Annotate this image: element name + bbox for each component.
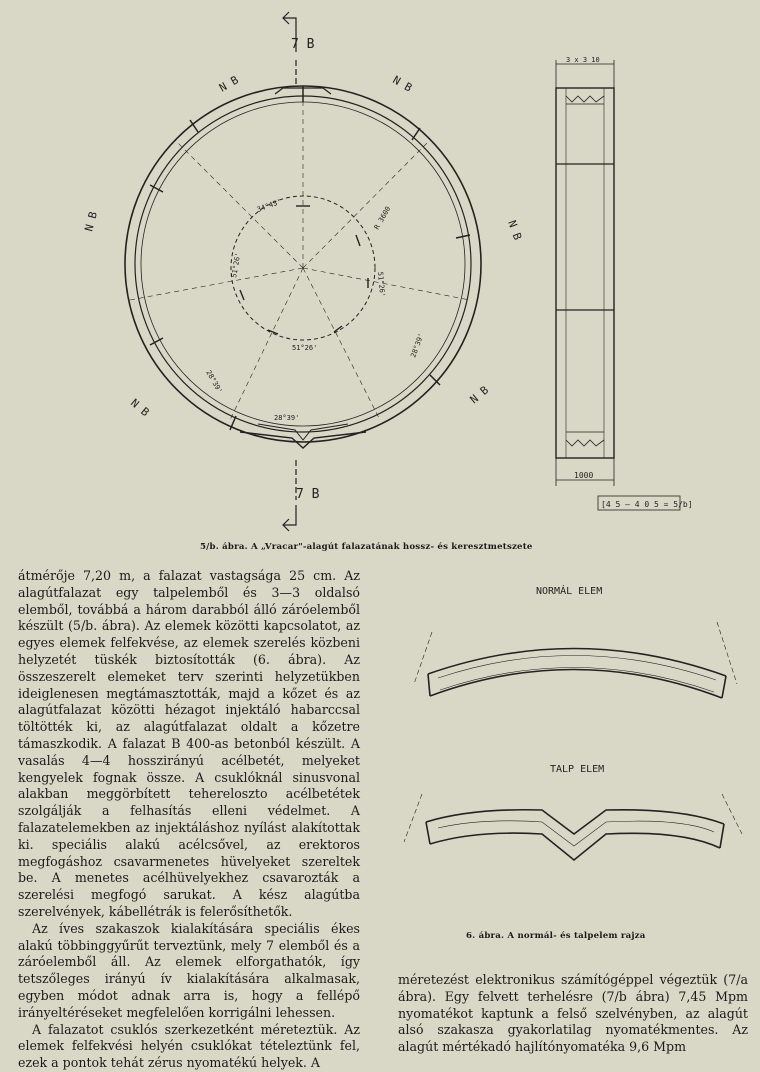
nb-label-3: N B	[82, 210, 101, 233]
section-label-bottom: 7 B	[296, 487, 320, 502]
figure-5b-caption: 5/b. ábra. A „Vracar"-alagút falazatának hossz- és keresztmetszete	[200, 542, 533, 552]
right-column	[398, 972, 748, 1056]
label-normal-elem: NORMÁL ELEM	[536, 586, 603, 597]
nb-label-1: N B	[217, 73, 241, 95]
label-talp-elem: TALP ELEM	[550, 764, 605, 775]
nb-label-4: N B	[505, 218, 525, 242]
angle-lower-right: 28°39'	[274, 414, 300, 422]
dim-cross-top: 3 x 3 10	[566, 56, 600, 64]
angle-right: 51°26'	[376, 271, 387, 298]
nb-label-5: N B	[128, 396, 152, 420]
left-paragraph-3: A falazatot csuklós szerkezetként méreteztük. Az elemek felfekvési helyén csuklókat tételeztünk fel, ezek a pontok tehát zérus nyomatékú helyek. A	[18, 1021, 360, 1071]
left-column	[18, 568, 360, 1072]
dim-radius: R 3600	[372, 205, 393, 231]
section-label-top: 7 B	[291, 37, 315, 52]
angle-bottom: 51°26'	[292, 344, 318, 352]
figure-6	[392, 572, 760, 927]
angle-lower-left: 28°39'	[204, 369, 224, 395]
nb-label-2: N B	[390, 73, 415, 95]
ref-box-label: [4 5 — 4 0 5 = 5/b]	[601, 500, 693, 509]
nb-label-6: N B	[467, 383, 492, 407]
angle-upper-right: 28°39'	[409, 332, 426, 359]
dim-cross-width: 1000	[574, 471, 594, 480]
angle-top: 34°43'	[255, 197, 283, 214]
left-paragraph-2: Az íves szakaszok kialakítására speciális ékes alakú többinggyűrűt terveztünk, mely 7 elemből és a záróelemből áll. Az elemek elforgathatók, így tetszőleges irányú ív kialakítására alkalmasak, egyben módot adnak arra is, hogy a fellépő irányeltéréseket megfelelően korrigálni lehessen.	[18, 920, 360, 1020]
left-paragraph-1: átmérője 7,20 m, a falazat vastagsága 25 cm. Az alagútfalazat egy talpelemből és 3—3 oldalsó elemből, továbbá a három darabból álló záróelemből készült (5/b. ábra). Az elemek közötti kapcsolatot, az egyes elemek felfekvése, az elemek szerelés közbeni helyzetét tüskék biztosították (6. ábra). Az összeszerelt elemeket terv szerinti helyzetükben ideiglenesen megtámasztották, majd a kőzet és az alagútfalazat közötti hézagot injektáló habarccsal töltötték ki, az alagútfalazat oldalt a kőzetre támaszkodik. A falazat B 400-as betonból készült. A vasalás 4—4 hosszirányú acélbetét, melyeket kengyelek fognak össze. A csuklóknál sinusvonal alakban meggörbített tehereloszto acélbetétek szolgálják a felhasítás elleni védelmet. A falazatelemekben az injektáláshoz nyílást alakítottak ki. speciális alakú acélcsővel, az erektoros megfogáshoz csavarmenetes hüvelyeket szereltek be. A menetes acélhüvelyekhez csavarozták a szerelési megfogó sarukat. A kész alagútba szerelvények, kábellétrák is felerősíthetők.	[18, 568, 360, 919]
figure-6-caption: 6. ábra. A normál- és talpelem rajza	[466, 931, 646, 941]
right-paragraph-1: méretezést elektronikus számítógéppel végeztük (7/a ábra). Egy felvett terhelésre (7/b ábra) 7,45 Mpm nyomatékot kaptunk a felső szelvényben, az alagút alsó szakasza gyakorlatilag nyomatékmentes. Az alagút mértékadó hajlítónyomatéka 9,6 Mpm	[398, 972, 748, 1055]
angle-left: 51°26'	[230, 252, 243, 279]
